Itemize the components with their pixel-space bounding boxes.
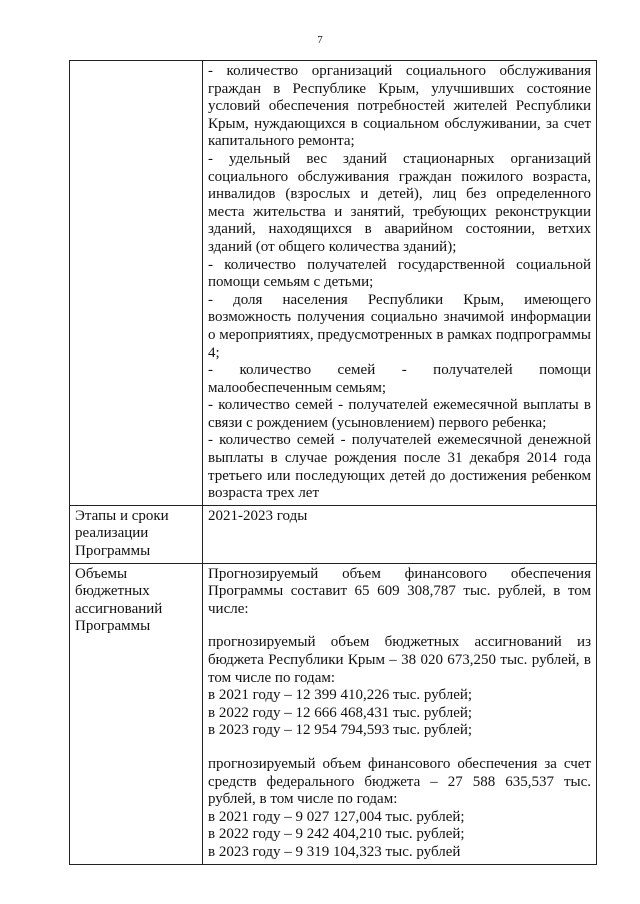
federal-year-2022: в 2022 году – 9 242 404,210 тыс. рублей;	[208, 826, 465, 843]
republic-budget-text: прогнозируемый объем бюджетных ассигнований из бюджета Республики Крым – 38 020 673,250 тыс. рублей, в том числе по годам:	[208, 634, 591, 686]
table-row-budget	[70, 563, 597, 864]
indicator-item: - количество семей - получателей ежемесячной денежной выплаты в случае рождения после 31 декабря 2014 года третьего или последующих детей до достижения ребенком возраста трех лет	[208, 432, 591, 502]
budget-intro: Прогнозируемый объем финансового обеспечения Программы составит 65 609 308,787 тыс. рублей, в том числе:	[208, 565, 591, 617]
indicator-item: - удельный вес зданий стационарных организаций социального обслуживания граждан пожилого возраста, инвалидов (взрослых и детей), лиц без определенного места жительства и занятий, требующих реконструкции зданий, находящихся в аварийном состоянии, ветхих зданий (от общего количества зданий);	[208, 150, 591, 255]
republic-year-2021: в 2021 году – 12 399 410,226 тыс. рублей;	[208, 687, 473, 704]
row-label-budget: Объемы бюджетных ассигнований Программы	[70, 563, 203, 864]
indicator-item: - доля населения Республики Крым, имеющего возможность получения социально значимой информации о мероприятиях, предусмотренных в рамках подпрограммы 4;	[208, 291, 591, 361]
table-row-stages	[70, 505, 597, 563]
republic-year-2022: в 2022 году – 12 666 468,431 тыс. рублей;	[208, 704, 473, 721]
federal-budget-text: прогнозируемый объем финансового обеспечения за счет средств федерального бюджета – 27 588 635,537 тыс. рублей, в том числе по годам:	[208, 755, 591, 808]
republic-year-2023: в 2023 году – 12 954 794,593 тыс. рублей;	[208, 722, 473, 739]
row-label-stages: Этапы и сроки реализации Программы	[70, 505, 203, 563]
stages-value: 2021-2023 годы	[203, 505, 597, 563]
indicator-item: - количество семей - получателей помощи малообеспеченным семьям;	[208, 362, 591, 396]
federal-year-2023: в 2023 году – 9 319 104,323 тыс. рублей	[208, 843, 461, 860]
indicator-item: - количество получателей государственной социальной помощи семьям с детьми;	[208, 256, 591, 291]
indicator-item: - количество семей - получателей ежемесячной выплаты в связи с рождением (усыновлением) первого ребенка;	[208, 397, 591, 431]
budget-content	[203, 563, 597, 864]
row-label-empty	[70, 61, 203, 506]
page-number: 7	[317, 34, 323, 46]
federal-year-2021: в 2021 году – 9 027 127,004 тыс. рублей;	[208, 808, 465, 825]
indicators-list	[203, 61, 597, 506]
table-row-indicators	[70, 61, 597, 506]
program-passport-table	[69, 60, 597, 865]
indicator-item: - количество организаций социального обслуживания граждан в Республике Крым, улучшивших состояние условий обеспечения потребностей жителей Республики Крым, нуждающихся в социальном обслуживании, за счет капитального ремонта;	[208, 63, 591, 150]
